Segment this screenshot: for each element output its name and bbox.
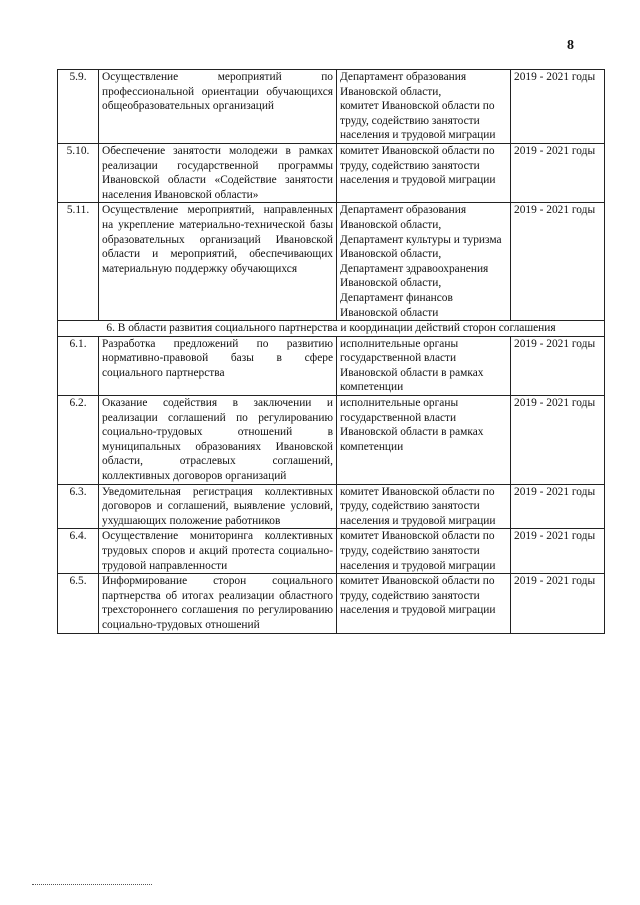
row-number: 6.1.	[58, 336, 99, 395]
responsible-executors	[337, 143, 511, 202]
responsible-executor: Департамент здравоохранения Ивановской области,	[340, 262, 489, 290]
row-number: 6.3.	[58, 484, 99, 529]
table-body-section-6	[58, 336, 605, 633]
row-number: 6.2.	[58, 396, 99, 485]
responsible-executor: исполнительные органы государственной власти Ивановской области в рамках компетенции	[340, 397, 484, 453]
implementation-period: 2019 - 2021 годы	[511, 143, 605, 202]
table-body-section-6-heading	[58, 321, 605, 337]
responsible-executors	[337, 203, 511, 321]
row-number: 5.10.	[58, 143, 99, 202]
section-6-title: 6. В области развития социального партнерства и координации действий сторон соглашения	[58, 321, 605, 337]
responsible-executors	[337, 574, 511, 633]
activity-description: Осуществление мониторинга коллективных трудовых споров и акций протеста социально-трудовой направленности	[99, 529, 337, 574]
responsible-executors	[337, 336, 511, 395]
row-number: 6.4.	[58, 529, 99, 574]
table-row	[58, 203, 605, 321]
responsible-executors	[337, 396, 511, 485]
table-row	[58, 574, 605, 633]
responsible-executor: Департамент образования Ивановской области,	[340, 71, 467, 98]
activity-description: Обеспечение занятости молодежи в рамках реализации государственной программы Ивановской области «Содействие занятости населения Ивановской области»	[99, 143, 337, 202]
implementation-period: 2019 - 2021 годы	[511, 529, 605, 574]
responsible-executor: комитет Ивановской области по труду, содействию занятости населения и трудовой миграции	[340, 144, 496, 187]
responsible-executor: Департамент финансов Ивановской области	[340, 291, 453, 319]
responsible-executor: Департамент образования Ивановской области,	[340, 204, 467, 231]
activity-description: Осуществление мероприятий, направленных на укрепление материально-технической базы образовательных организаций Ивановской области и мероприятий, обеспечивающих материальную поддержку обучающихся	[99, 203, 337, 321]
section-heading-row	[58, 321, 605, 337]
implementation-period: 2019 - 2021 годы	[511, 484, 605, 529]
responsible-executors	[337, 70, 511, 144]
table-row	[58, 70, 605, 144]
activity-description: Оказание содействия в заключении и реализации соглашений по регулированию социально-трудовых отношений в муниципальных образованиях Ивановской области, отраслевых соглашений, коллективных договоров организаций	[99, 396, 337, 485]
responsible-executor: исполнительные органы государственной власти Ивановской области в рамках компетенции	[340, 337, 484, 394]
activity-description: Уведомительная регистрация коллективных договоров и соглашений, выявление условий, ухудшающих положение работников	[99, 484, 337, 529]
table-row	[58, 529, 605, 574]
measures-table	[57, 69, 605, 634]
table-row	[58, 143, 605, 202]
row-number: 5.11.	[58, 203, 99, 321]
table-body-section-5	[58, 70, 605, 321]
implementation-period: 2019 - 2021 годы	[511, 203, 605, 321]
implementation-period: 2019 - 2021 годы	[511, 70, 605, 144]
row-number: 5.9.	[58, 70, 99, 144]
table-row	[58, 484, 605, 529]
row-number: 6.5.	[58, 574, 99, 633]
activity-description: Осуществление мероприятий по профессиональной ориентации обучающихся общеобразовательных организаций	[99, 70, 337, 144]
table-row	[58, 336, 605, 395]
responsible-executors	[337, 484, 511, 529]
activity-description: Разработка предложений по развитию нормативно-правовой базы в сфере социального партнерства	[99, 336, 337, 395]
responsible-executor: комитет Ивановской области по труду, содействию занятости населения и трудовой миграции	[340, 575, 496, 617]
implementation-period: 2019 - 2021 годы	[511, 336, 605, 395]
responsible-executor: комитет Ивановской области по труду, содействию занятости населения и трудовой миграции	[340, 100, 496, 142]
implementation-period: 2019 - 2021 годы	[511, 396, 605, 485]
table-row	[58, 396, 605, 485]
responsible-executor: комитет Ивановской области по труду, содействию занятости населения и трудовой миграции	[340, 530, 496, 572]
page-number: 8	[567, 38, 574, 53]
activity-description: Информирование сторон социального партнерства об итогах реализации областного трехстороннего соглашения по регулированию социально-трудовых отношений	[99, 574, 337, 633]
responsible-executor: Департамент культуры и туризма Ивановской области,	[340, 233, 502, 261]
responsible-executor: комитет Ивановской области по труду, содействию занятости населения и трудовой миграции	[340, 485, 496, 527]
implementation-period: 2019 - 2021 годы	[511, 574, 605, 633]
footer-scan-mark	[32, 884, 152, 887]
responsible-executors	[337, 529, 511, 574]
